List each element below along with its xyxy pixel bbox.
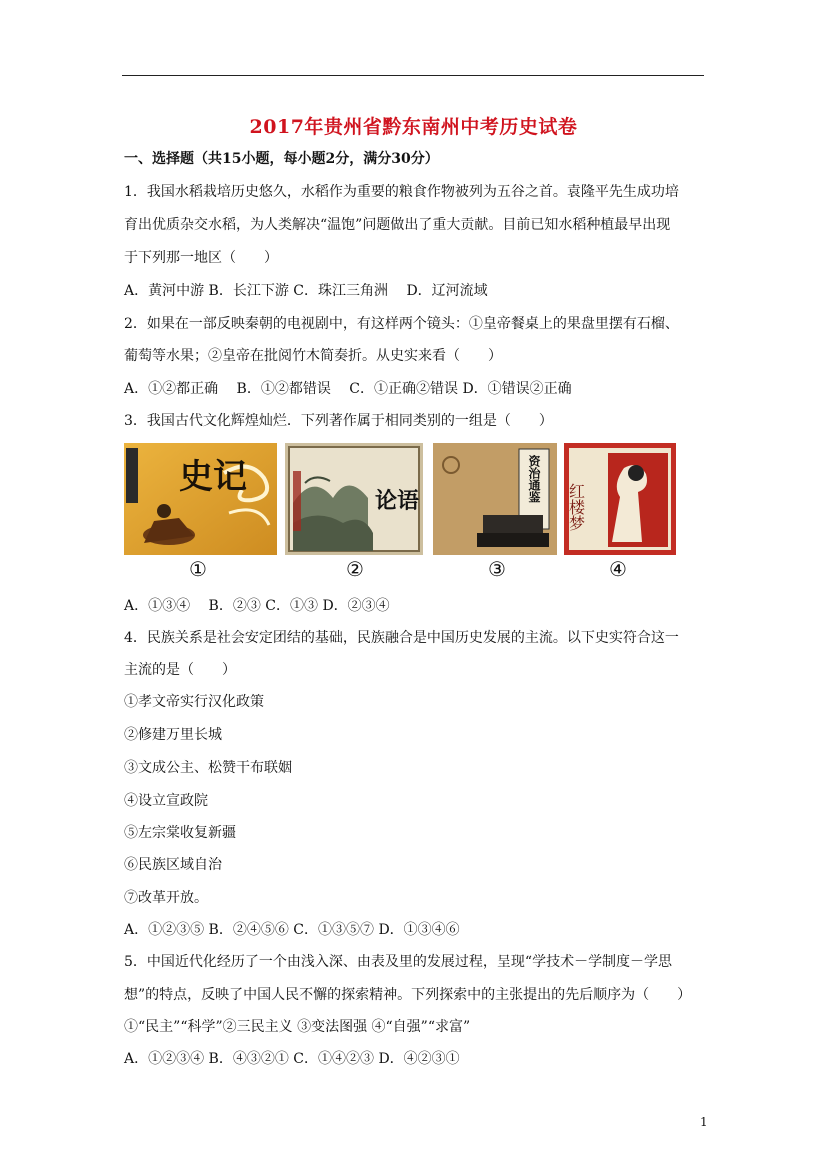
- page-title: 2017年贵州省黔东南州中考历史试卷: [249, 116, 578, 138]
- q4-item-3: ③文成公主、松赞干布联姻: [124, 760, 292, 776]
- book-3-title: 资治通鉴: [527, 455, 541, 503]
- q1-line-2: 育出优质杂交水稻，为人类解决“温饱”问题做出了重大贡献。目前已知水稻种植最早出现: [124, 217, 671, 233]
- q4-options: A．①②③⑤ B．②④⑤⑥ C．①③⑤⑦ D．①③④⑥: [124, 922, 460, 938]
- q4-item-4: ④设立宣政院: [124, 793, 208, 809]
- q4-item-6: ⑥民族区域自治: [124, 857, 222, 873]
- q2-line-1: 2．如果在一部反映秦朝的电视剧中，有这样两个镜头：①皇帝餐桌上的果盘里摆有石榴、: [124, 316, 679, 332]
- header-rule: [122, 75, 704, 76]
- book-4-title: 红楼梦: [566, 483, 586, 531]
- q4-line-1: 4．民族关系是社会安定团结的基础，民族融合是中国历史发展的主流。以下史实符合这一: [124, 630, 679, 646]
- section-heading: 一、选择题（共15小题，每小题2分，满分30分）: [124, 151, 439, 167]
- book-1-title-char-1: 史记: [179, 457, 247, 497]
- q2-line-2: 葡萄等水果；②皇帝在批阅竹木简奏折。从史实来看（ ）: [124, 348, 502, 364]
- q1-options: A．黄河中游 B．长江下游 C．珠江三角洲 D．辽河流域: [124, 283, 488, 299]
- q3-line-1: 3．我国古代文化辉煌灿烂．下列著作属于相同类别的一组是（ ）: [124, 413, 553, 429]
- q4-item-2: ②修建万里长城: [124, 727, 222, 743]
- book-cover-lunyu: [285, 443, 423, 555]
- q2-options: A．①②都正确 B．①②都错误 C．①正确②错误 D．①错误②正确: [124, 381, 572, 397]
- book-label-1: ①: [189, 557, 207, 581]
- q1-line-1: 1．我国水稻栽培历史悠久，水稻作为重要的粮食作物被列为五谷之首。袁隆平先生成功培: [124, 184, 679, 200]
- q5-options: A．①②③④ B．④③②① C．①④②③ D．④②③①: [124, 1051, 460, 1067]
- book-label-2: ②: [346, 557, 364, 581]
- book-cover-shiji: [124, 443, 277, 555]
- q5-line-1: 5．中国近代化经历了一个由浅入深、由表及里的发展过程，呈现“学技术－学制度－学思: [124, 954, 673, 970]
- q5-line-3: ①“民主”“科学”②三民主义 ③变法图强 ④“自强”“求富”: [124, 1019, 471, 1035]
- q5-line-2: 想”的特点，反映了中国人民不懈的探索精神。下列探索中的主张提出的先后顺序为（ ）: [124, 987, 692, 1003]
- q4-line-2: 主流的是（ ）: [124, 662, 236, 678]
- book-label-4: ④: [609, 557, 627, 581]
- book-label-3: ③: [488, 557, 506, 581]
- q4-item-5: ⑤左宗棠收复新疆: [124, 825, 236, 841]
- book-cover-zizhitongjian: [433, 443, 557, 555]
- q3-options: A．①③④ B．②③ C．①③ D．②③④: [124, 598, 390, 614]
- q4-item-1: ①孝文帝实行汉化政策: [124, 694, 264, 710]
- book-cover-hongloumeng: [564, 443, 676, 555]
- page-number: 1: [700, 1115, 708, 1129]
- q1-line-3: 于下列那一地区（ ）: [124, 250, 278, 266]
- book-2-title: 论语: [375, 488, 420, 514]
- q3-book-images: [124, 443, 676, 555]
- q4-item-7: ⑦改革开放。: [124, 890, 208, 906]
